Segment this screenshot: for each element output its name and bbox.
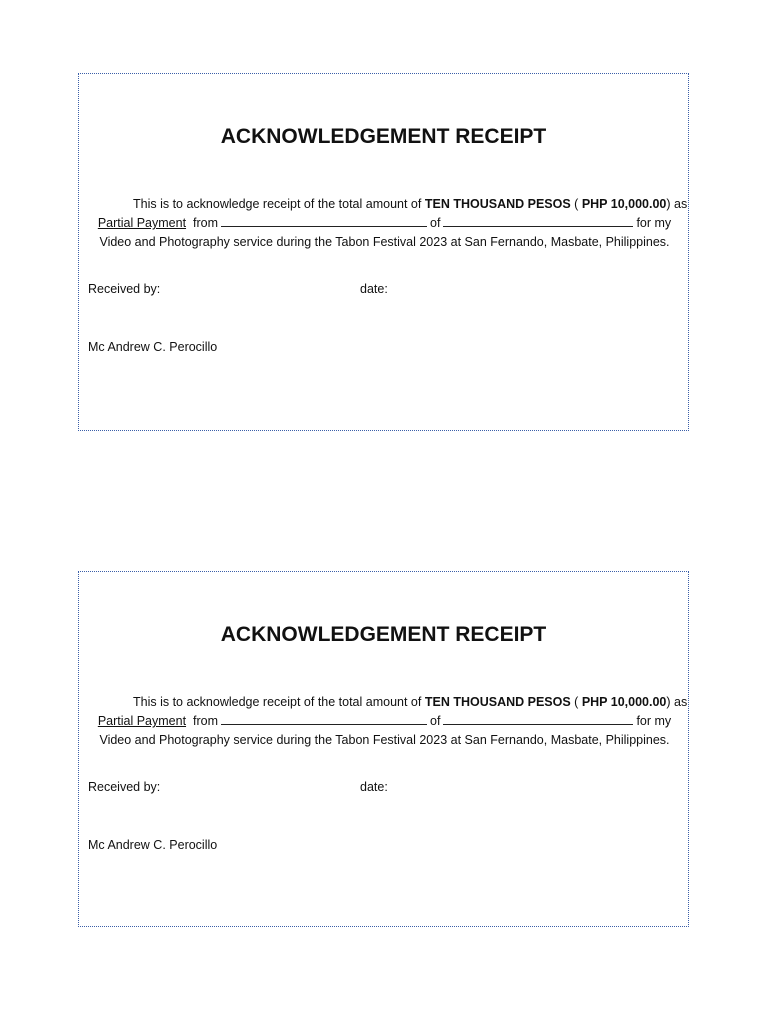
payment-type: Partial Payment bbox=[97, 216, 187, 230]
receipt-title: ACKNOWLEDGEMENT RECEIPT bbox=[220, 623, 547, 646]
receipt-line-1 bbox=[87, 693, 688, 712]
amount-close: ) as bbox=[666, 197, 688, 211]
amount-words: TEN THOUSAND PESOS bbox=[424, 197, 571, 211]
for-label: for my bbox=[636, 216, 672, 230]
signer-name: Mc Andrew C. Perocillo bbox=[88, 340, 218, 354]
of-blank-field[interactable] bbox=[443, 214, 633, 227]
amount-figure: PHP 10,000.00 bbox=[581, 197, 667, 211]
receipt-body bbox=[87, 693, 688, 750]
from-blank-field[interactable] bbox=[221, 214, 427, 227]
date-label: date: bbox=[360, 780, 388, 794]
receipt-line-2 bbox=[87, 712, 682, 731]
amount-words: TEN THOUSAND PESOS bbox=[424, 695, 571, 709]
receipt-title: ACKNOWLEDGEMENT RECEIPT bbox=[220, 125, 547, 148]
payment-type: Partial Payment bbox=[97, 714, 187, 728]
for-label: for my bbox=[636, 714, 672, 728]
amount-close: ) as bbox=[666, 695, 688, 709]
of-label: of bbox=[430, 216, 441, 230]
of-label: of bbox=[430, 714, 441, 728]
receipt-card bbox=[78, 571, 689, 927]
received-by-label: Received by: bbox=[88, 282, 161, 296]
receipt-line-3: Video and Photography service during the Tabon Festival 2023 at San Fernando, Masbate, Philippines. bbox=[99, 733, 670, 747]
receipt-body bbox=[87, 195, 688, 252]
intro-text: This is to acknowledge receipt of the total amount of bbox=[133, 197, 422, 211]
receipt-line-3: Video and Photography service during the Tabon Festival 2023 at San Fernando, Masbate, Philippines. bbox=[99, 235, 670, 249]
receipt-line-2 bbox=[87, 214, 682, 233]
receipt-card bbox=[78, 73, 689, 431]
receipt-line-1 bbox=[87, 195, 688, 214]
amount-figure: PHP 10,000.00 bbox=[581, 695, 667, 709]
signer-name: Mc Andrew C. Perocillo bbox=[88, 838, 218, 852]
received-by-label: Received by: bbox=[88, 780, 161, 794]
amount-open-paren: ( bbox=[570, 695, 582, 709]
of-blank-field[interactable] bbox=[443, 712, 633, 725]
intro-text: This is to acknowledge receipt of the total amount of bbox=[133, 695, 422, 709]
date-label: date: bbox=[360, 282, 388, 296]
amount-open-paren: ( bbox=[570, 197, 582, 211]
from-label: from bbox=[193, 216, 218, 230]
from-label: from bbox=[193, 714, 218, 728]
from-blank-field[interactable] bbox=[221, 712, 427, 725]
